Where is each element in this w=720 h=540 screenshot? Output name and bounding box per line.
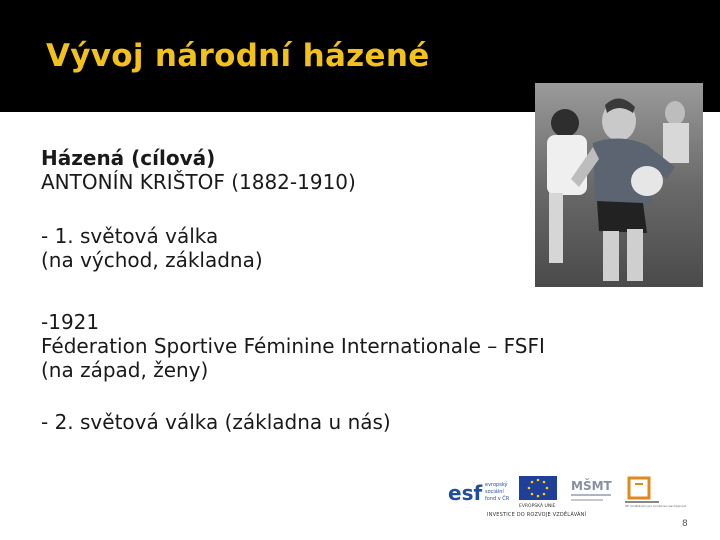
slide-title: Vývoj národní házené	[46, 38, 430, 74]
page-number: 8	[682, 519, 688, 529]
op-logo-icon	[623, 474, 686, 508]
msmt-label: MŠMT	[571, 479, 612, 493]
esf-label: esf	[448, 481, 483, 505]
eu-label: EVROPSKÁ UNIE	[519, 504, 556, 509]
ww2-line: - 2. světová válka (základna u nás)	[41, 410, 391, 434]
slide-body	[41, 146, 681, 434]
eu-flag-icon	[515, 476, 561, 508]
founder-line: ANTONÍN KRIŠTOF (1882-1910)	[41, 170, 356, 194]
esf-logo-icon	[447, 474, 513, 508]
esf-text-1: evropský	[485, 482, 508, 488]
year-line: -1921	[41, 310, 100, 334]
esf-text-2: sociální	[485, 489, 504, 495]
fsfi-line: Féderation Sportive Féminine Internationale – FSFI	[41, 334, 545, 358]
op-label: OP Vzdělávání pro konkurenceschopnost	[625, 504, 686, 508]
section-heading: Házená (cílová)	[41, 146, 216, 170]
funding-logos	[447, 470, 686, 520]
investment-caption: INVESTICE DO ROZVOJE VZDĚLÁVÁNÍ	[487, 512, 587, 518]
ww1-line: - 1. světová válka	[41, 224, 219, 248]
esf-text-3: fond v ČR	[485, 496, 510, 502]
msmt-logo-icon	[567, 472, 615, 508]
fsfi-note: (na západ, ženy)	[41, 358, 209, 382]
ww1-note: (na východ, základna)	[41, 248, 263, 272]
